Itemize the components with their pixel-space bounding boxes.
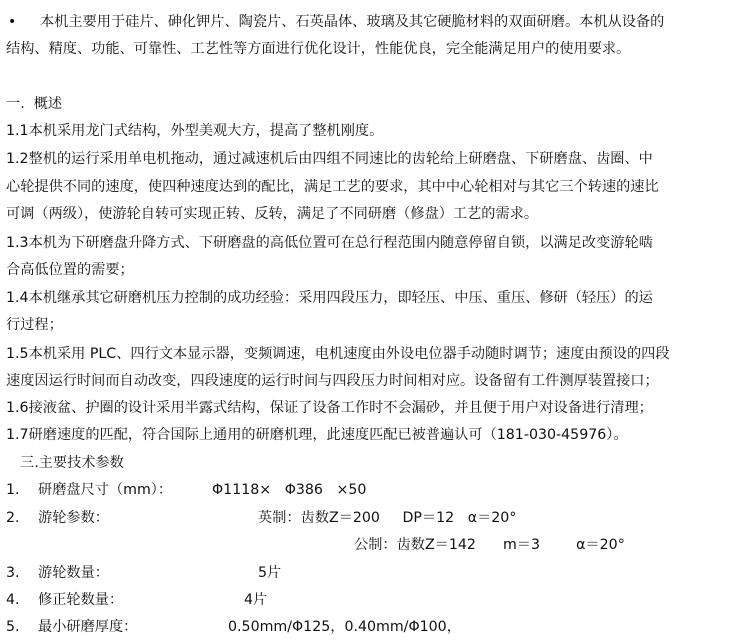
spec-row-1-num: 1.: [6, 482, 20, 498]
overview-item-1-2-line-2: 心轮提供不同的速度，使四种速度达到的配比，满足工艺的要求，其中中心轮相对与其它三个转速的速比: [6, 179, 659, 195]
intro-line-1: 本机主要用于硅片、砷化钾片、陶瓷片、石英晶体、玻璃及其它硬脆材料的双面研磨。本机从设备的: [40, 14, 665, 30]
overview-item-1-1: 1.1本机采用龙门式结构，外型美观大方，提高了整机刚度。: [6, 123, 384, 139]
spec-row-2-value: 英制：齿数Z＝200 DP＝12 α＝20°: [258, 510, 517, 526]
spec-row-2-label: 游轮参数：: [38, 510, 109, 526]
overview-item-1-4-line-1: 1.4本机继承其它研磨机压力控制的成功经验：采用四段压力，即轻压、中压、重压、修研（轻压）的运: [6, 290, 653, 306]
overview-item-1-6: 1.6接液盆、护圈的设计采用半露式结构，保证了设备工作时不会漏砂，并且便于用户对设备进行清理；: [6, 400, 653, 416]
specs-heading: 三.主要技术参数: [20, 455, 124, 471]
spec-row-5-num: 5.: [6, 619, 20, 635]
overview-item-1-5-line-1: 1.5本机采用 PLC、四行文本显示器，变频调速，电机速度由外设电位器手动随时调节；速度由预设的四段: [6, 346, 670, 362]
spec-row-1-label: 研磨盘尺寸（mm）：: [38, 482, 173, 498]
spec-row-5-label: 最小研磨厚度：: [38, 619, 138, 635]
overview-heading: 一. 概述: [6, 96, 63, 112]
overview-item-1-5-line-2: 速度因运行时间而自动改变，四段速度的运行时间与四段压力时间相对应。设备留有工件测厚装置接口；: [6, 373, 659, 389]
overview-item-1-3-line-2: 合高低位置的需要；: [6, 262, 134, 278]
intro-line-2: 结构、精度、功能、可靠性、工艺性等方面进行优化设计，性能优良，完全能满足用户的使用要求。: [6, 41, 631, 57]
spec-row-2-num: 2.: [6, 510, 20, 526]
bullet-dot: •: [8, 14, 17, 30]
overview-item-1-2-line-3: 可调（两级），使游轮自转可实现正转、反转，满足了不同研磨（修盘）工艺的需求。: [6, 206, 539, 222]
overview-item-1-3-line-1: 1.3本机为下研磨盘升降方式、下研磨盘的高低位置可在总行程范围内随意停留自锁，以满足改变游轮啮: [6, 235, 653, 251]
overview-item-1-7: 1.7研磨速度的匹配，符合国际上通用的研磨机理，此速度匹配已被普遍认可（181-030-45976）。: [6, 427, 628, 443]
spec-row-2b-value: 公制：齿数Z＝142 m＝3 α＝20°: [354, 537, 625, 553]
spec-row-1-value: Φ1118× Φ386 ×50: [212, 482, 367, 498]
spec-row-3-num: 3.: [6, 565, 20, 581]
overview-item-1-2-line-1: 1.2整机的运行采用单电机拖动，通过减速机后由四组不同速比的齿轮给上研磨盘、下研磨盘、齿圈、中: [6, 151, 653, 167]
spec-row-3-value: 5片: [258, 565, 282, 581]
overview-item-1-4-line-2: 行过程；: [6, 317, 63, 333]
spec-row-5-value: 0.50mm/Φ125，0.40mm/Φ100，: [228, 619, 461, 635]
spec-row-3-label: 游轮数量：: [38, 565, 109, 581]
spec-row-4-label: 修正轮数量：: [38, 592, 124, 608]
spec-row-4-num: 4.: [6, 592, 20, 608]
spec-row-4-value: 4片: [244, 592, 268, 608]
